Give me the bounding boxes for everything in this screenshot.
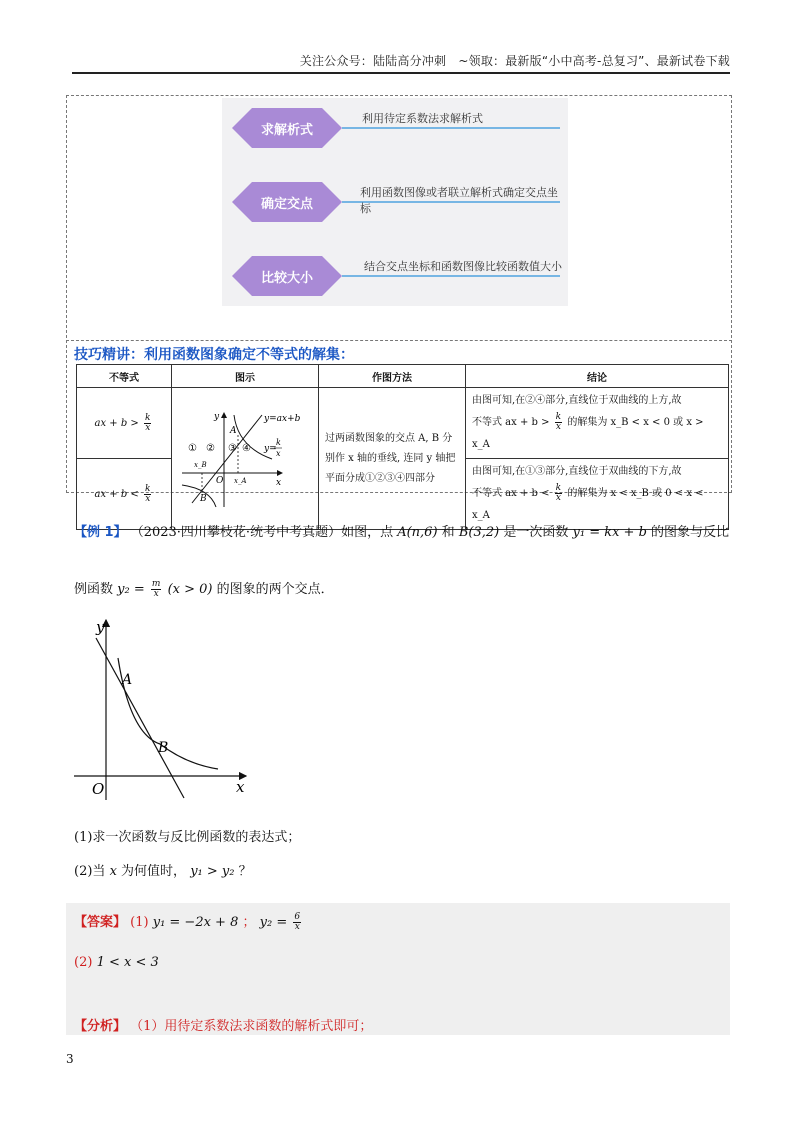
fig-label-curve-num: k — [276, 437, 281, 447]
frac-num: k — [145, 412, 151, 423]
summary-divider — [66, 340, 732, 341]
conclusion-1-ineq: 不等式 ax + b > — [472, 417, 550, 428]
page-number: 3 — [66, 1052, 74, 1066]
figure-cell — [172, 388, 319, 530]
fig-label-y: y — [214, 411, 220, 422]
analysis-line — [74, 1015, 372, 1034]
graph-label-x: x — [236, 778, 245, 796]
fig-hyperbola-left — [182, 485, 216, 507]
frac-num: m — [151, 579, 161, 589]
q2-c: ？ — [238, 864, 252, 879]
ineq-less-frac — [144, 485, 151, 504]
answer-linear: y₁ = −2x + 8 — [152, 915, 239, 930]
frac-den: x — [153, 589, 159, 599]
example-mid: 是一次函数 — [503, 525, 569, 540]
fig-label-b: B — [200, 493, 207, 504]
graph-label-b: B — [158, 740, 169, 756]
method-cell: 过两函数图象的交点 A, B 分别作 x 轴的垂线, 连同 y 轴把平面分成①②③④四部分 — [319, 388, 466, 530]
q2-a: (2)当 — [74, 864, 106, 879]
frac-num: k — [555, 412, 562, 422]
inequality-figure — [172, 407, 318, 511]
fig-region-1: ① — [188, 442, 197, 454]
answer-tag: 【答案】 — [74, 915, 127, 930]
point-b: B(3,2) — [458, 525, 500, 540]
fig-label-a: A — [230, 425, 237, 436]
ineq-greater — [77, 388, 172, 459]
conclusion-2-result: 的解集为 x < x_B 或 0 < x < x_A — [472, 488, 704, 521]
frac-num: k — [145, 483, 151, 494]
frac-num: k — [555, 483, 562, 493]
th-method: 作图方法 — [319, 365, 466, 388]
answer-box — [66, 903, 730, 1035]
th-inequality: 不等式 — [77, 365, 172, 388]
linear-function: y₁ = kx + b — [572, 525, 647, 540]
inverse-function-frac — [151, 580, 162, 599]
conclusion-1-frac — [555, 413, 562, 432]
fig-region-3: ③ — [228, 442, 237, 454]
page-header: 关注公众号：陆陆高分冲刺 ~领取：最新版“小中高考-总复习”、最新试卷下载 — [299, 54, 730, 68]
ineq-less-left: ax + b < — [94, 488, 139, 500]
answer-line-2 — [74, 955, 159, 970]
fig-label-xa: x_A — [234, 476, 247, 485]
answer-inverse-left: y₂ = — [259, 915, 288, 930]
analysis-tag: 【分析】 — [74, 1019, 127, 1034]
graph-line — [96, 638, 184, 798]
example-line2-b: 的图象的两个交点． — [216, 582, 334, 597]
question-1: (1)求一次函数与反比例函数的表达式； — [74, 830, 301, 845]
frac-den: x — [294, 922, 300, 932]
inverse-function-cond: (x > 0) — [167, 582, 213, 597]
flow-step-3-label: 比较大小 — [260, 271, 313, 286]
fig-line — [192, 415, 262, 503]
q2-x: x — [109, 864, 117, 879]
example-tag: 【例 1】 — [74, 525, 127, 540]
conclusion-1 — [466, 388, 729, 459]
ineq-greater-frac — [144, 414, 151, 433]
conclusion-1-line-a: 由图可知,在②④部分,直线位于双曲线的上方,故 — [472, 395, 682, 406]
header-rule — [72, 72, 730, 74]
q2-ineq: y₁ > y₂ — [190, 864, 235, 879]
ineq-less — [77, 459, 172, 530]
th-figure: 图示 — [172, 365, 319, 388]
example-graph-svg — [66, 614, 256, 804]
flow-step-2-desc: 利用函数图像或者联立解析式确定交点坐标 — [360, 186, 558, 215]
graph-label-y: y — [96, 618, 105, 636]
question-2 — [74, 860, 252, 879]
conclusion-1-line-b — [472, 412, 722, 456]
example-and: 和 — [441, 525, 455, 540]
conclusion-2-frac — [555, 484, 562, 503]
flow-step-1-label: 求解析式 — [260, 123, 313, 138]
conclusion-2-ineq: 不等式 ax + b < — [472, 488, 550, 499]
example-source: （2023·四川攀枝花·统考中考真题）如图，点 — [130, 525, 394, 540]
point-a: A(n,6) — [397, 525, 438, 540]
fig-region-4: ④ — [242, 442, 251, 454]
frac-den: x — [145, 422, 151, 433]
flow-step-3-desc: 结合交点坐标和函数图像比较函数值大小 — [364, 260, 562, 273]
example-graph — [66, 614, 256, 808]
answer-part-2-num: (2) — [74, 955, 93, 970]
frac-num: 6 — [294, 912, 301, 922]
inverse-function-left: y₂ = — [117, 582, 145, 597]
frac-den: x — [145, 493, 151, 504]
conclusion-2 — [466, 459, 729, 530]
frac-den: x — [555, 422, 561, 432]
flow-step-1-desc: 利用待定系数法求解析式 — [362, 112, 483, 125]
answer-part-1-num: (1) — [130, 915, 149, 930]
fig-label-o: O — [216, 475, 224, 486]
example-1-intro — [74, 520, 734, 546]
flow-step-2-label: 确定交点 — [260, 197, 313, 212]
answer-sep: ； — [242, 915, 256, 930]
fig-label-x: x — [276, 477, 282, 488]
example-1-line2 — [74, 578, 334, 599]
conclusion-1-result: 的解集为 x_B < x < 0 或 x > x_A — [472, 417, 704, 450]
fig-label-curve-den: x — [276, 448, 281, 458]
q2-b: 为何值时， — [121, 864, 187, 879]
graph-label-o: O — [92, 780, 105, 798]
th-conclusion: 结论 — [466, 365, 729, 388]
answer-inverse-frac — [293, 913, 301, 932]
fig-label-xb: x_B — [194, 460, 207, 469]
fig-label-line: y=ax+b — [264, 413, 301, 424]
answer-line-1 — [74, 911, 303, 932]
fig-region-2: ② — [206, 442, 215, 454]
skills-title: 技巧精讲：利用函数图象确定不等式的解集： — [74, 347, 354, 363]
analysis-text: （1）用待定系数法求函数的解析式即可； — [130, 1019, 373, 1034]
conclusion-2-line-a: 由图可知,在①③部分,直线位于双曲线的下方,故 — [472, 466, 682, 477]
frac-den: x — [555, 493, 561, 503]
example-tail: 的图象与反比 — [651, 525, 730, 540]
graph-label-a: A — [122, 672, 133, 688]
skills-table — [76, 364, 729, 530]
answer-range: 1 < x < 3 — [96, 955, 159, 970]
flow-diagram — [222, 98, 568, 306]
ineq-greater-left: ax + b > — [94, 417, 139, 429]
fig-label-curve: y= — [264, 443, 277, 454]
example-line2-a: 例函数 — [74, 582, 114, 597]
